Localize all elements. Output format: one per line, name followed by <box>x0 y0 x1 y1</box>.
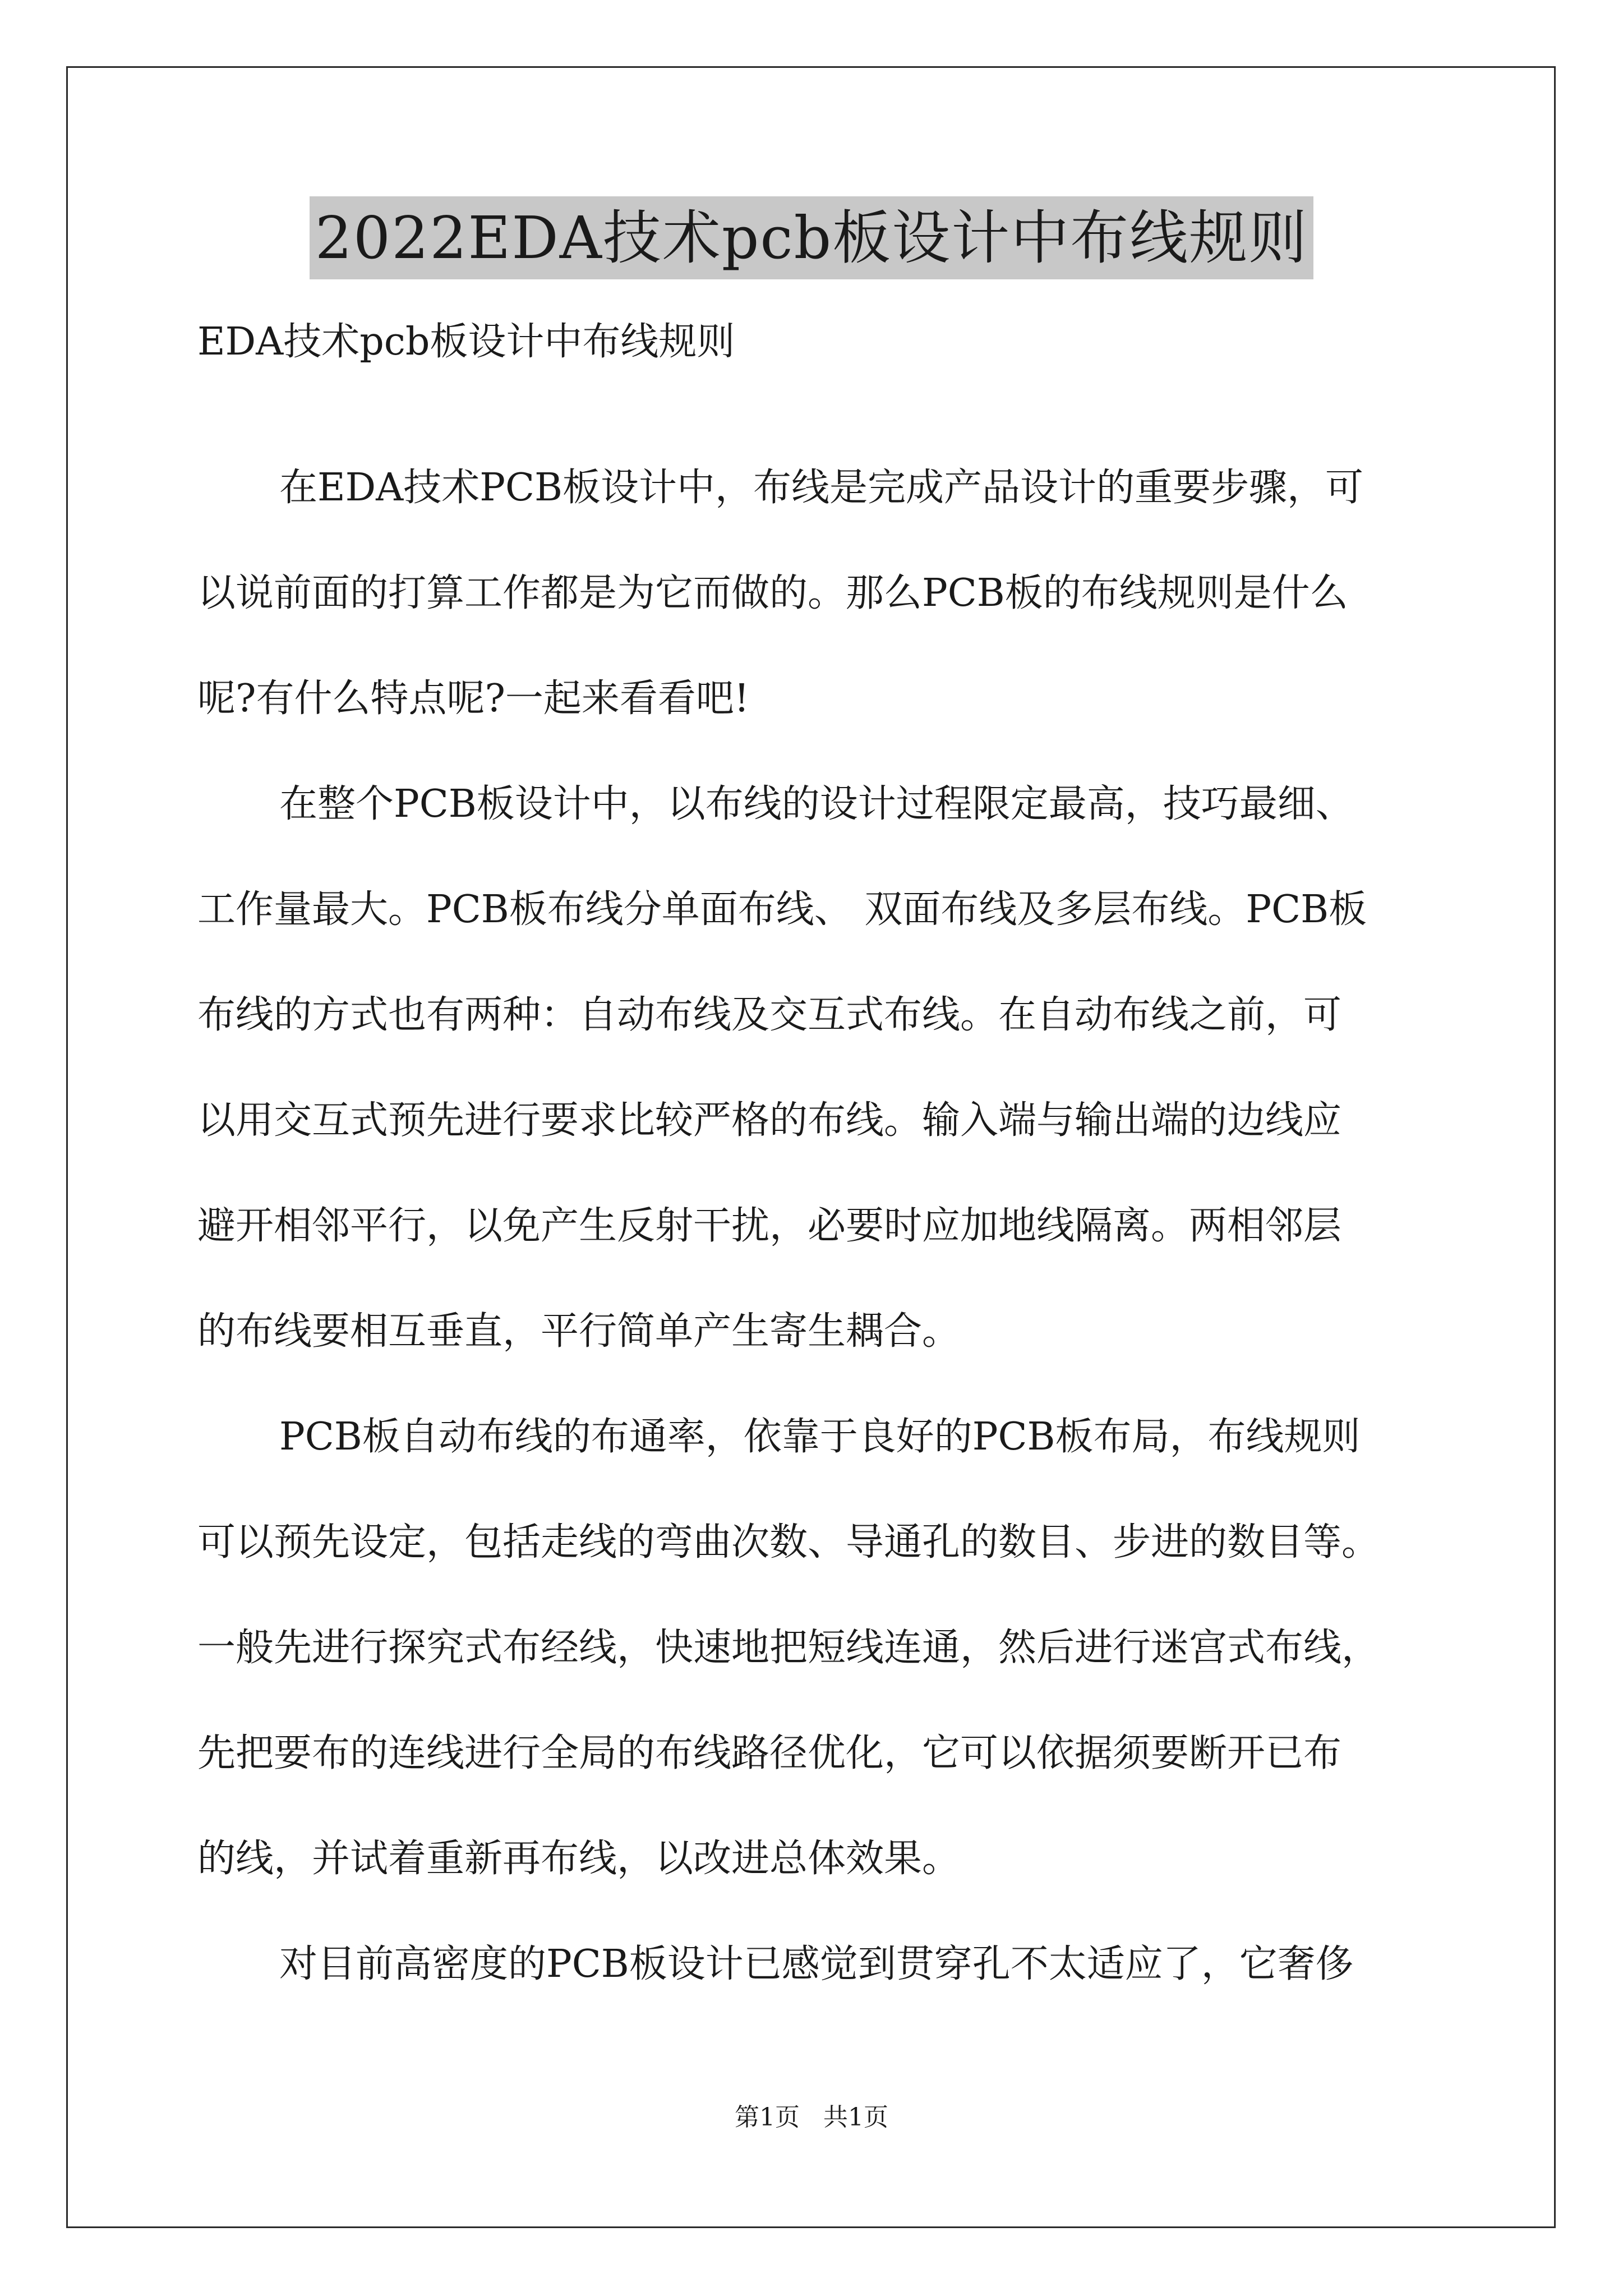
body-line: PCB板自动布线的布通率，依靠于良好的PCB板布局，布线规则 <box>279 1415 1361 1459</box>
body-line: 一般先进行探究式布经线，快速地把短线连通，然后进行迷宫式布线， <box>197 1626 1380 1670</box>
page-footer: 第1页 共1页 <box>735 2103 888 2132</box>
body-line: 可以预先设定，包括走线的弯曲次数、导通孔的数目、步进的数目等。 <box>197 1520 1380 1565</box>
body-line: 布线的方式也有两种：自动布线及交互式布线。在自动布线之前，可 <box>197 993 1342 1037</box>
body-line: 避开相邻平行，以免产生反射干扰，必要时应加地线隔离。两相邻层 <box>197 1204 1342 1248</box>
body-line: 以说前面的打算工作都是为它而做的。那么PCB板的布线规则是什么 <box>197 571 1348 615</box>
body-line: 呢?有什么特点呢?一起来看看吧! <box>197 677 750 721</box>
body-line: 的布线要相互垂直，平行简单产生寄生耦合。 <box>197 1309 961 1354</box>
body-line: 工作量最大。PCB板布线分单面布线、 双面布线及多层布线。PCB板 <box>197 887 1367 932</box>
body-line: 在整个PCB板设计中，以布线的设计过程限定最高，技巧最细、 <box>279 782 1354 826</box>
body-line: 对目前高密度的PCB板设计已感觉到贯穿孔不太适应了，它奢侈 <box>279 1942 1354 1986</box>
body-line: 的线，并试着重新再布线，以改进总体效果。 <box>197 1837 961 1881</box>
document-subtitle: EDA技术pcb板设计中布线规则 <box>197 320 735 364</box>
document-body <box>197 460 1459 2042</box>
body-line: 先把要布的连线进行全局的布线路径优化，它可以依据须要断开已布 <box>197 1731 1342 1775</box>
document-title: 2022EDA技术pcb板设计中布线规则 <box>310 196 1313 279</box>
title-container <box>0 196 1623 279</box>
body-line: 以用交互式预先进行要求比较严格的布线。输入端与输出端的边线应 <box>197 1098 1342 1143</box>
body-line: 在EDA技术PCB板设计中，布线是完成产品设计的重要步骤，可 <box>279 466 1364 510</box>
